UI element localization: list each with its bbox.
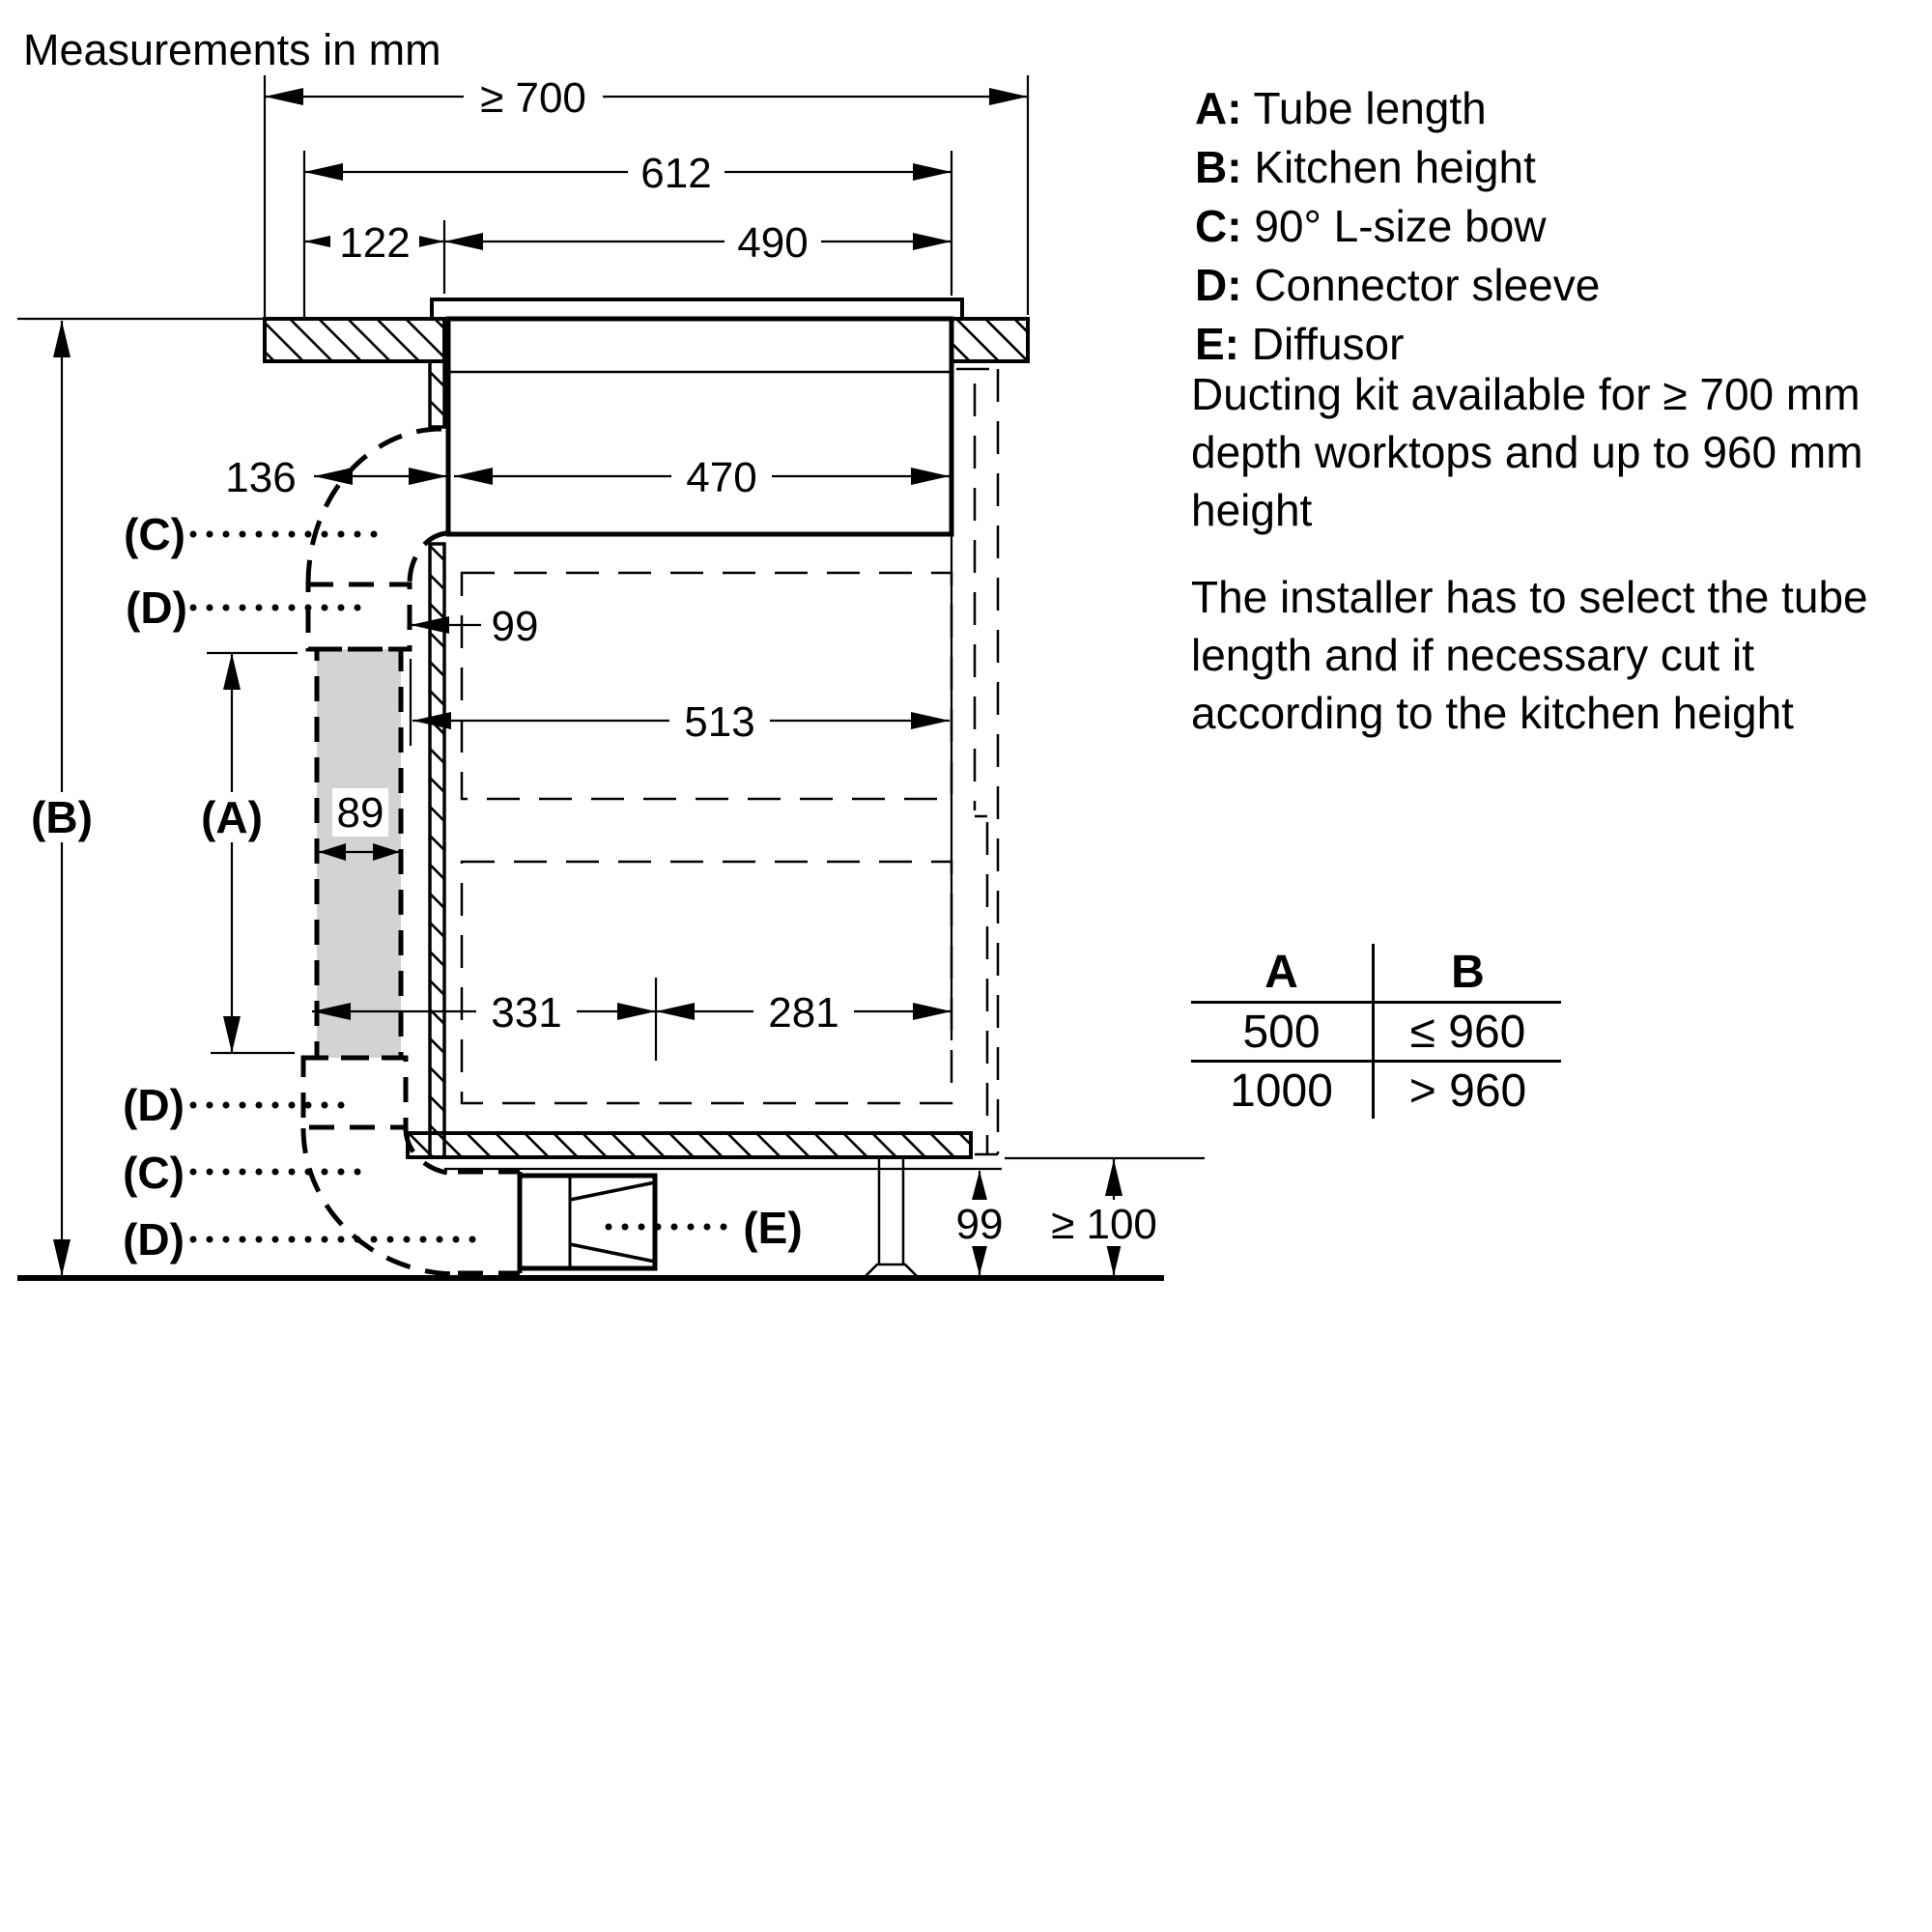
note-ducting-kit	[1191, 365, 1863, 539]
dim-sleeve-depth: 99	[491, 603, 539, 650]
legend-key-E: E:	[1195, 319, 1239, 369]
connector-sleeve-top	[308, 584, 410, 649]
dim-cutout-width: 490	[737, 219, 809, 267]
label-D-top: (D)	[126, 582, 187, 633]
dim-text-backgrounds	[15, 73, 1179, 1246]
dim-front-offset: 122	[339, 219, 411, 267]
label-B: (B)	[31, 792, 93, 842]
table-cell-b2: > 960	[1374, 1062, 1562, 1120]
legend-item-D	[1195, 256, 1600, 315]
label-D-middle: (D)	[123, 1080, 185, 1130]
legend-key-C: C:	[1195, 201, 1242, 251]
note1-line2: depth worktops and up to 960 mm	[1191, 427, 1863, 477]
cabinet-leg	[865, 1157, 918, 1277]
legend-label-C: 90° L-size bow	[1254, 201, 1547, 251]
dim-bottom-left: 331	[491, 989, 562, 1037]
note2-line3: according to the kitchen height	[1191, 688, 1794, 738]
legend-item-C	[1195, 197, 1600, 256]
dim-tube-width: 89	[336, 789, 384, 837]
dim-body-width: 470	[686, 454, 757, 501]
dimension-lines	[53, 88, 1122, 1276]
dim-depth-min: ≥ 700	[480, 74, 586, 122]
note2-line2: length and if necessary cut it	[1191, 630, 1754, 680]
dim-duct-offset: 136	[225, 454, 297, 501]
rear-duct-channel	[956, 369, 998, 1154]
tube-length-table	[1191, 944, 1561, 1119]
table-cell-b1: ≤ 960	[1374, 1003, 1562, 1062]
bow-top-outer	[308, 429, 441, 583]
table-cell-a1: 500	[1191, 1003, 1374, 1062]
label-A: (A)	[201, 792, 263, 842]
table-header-B: B	[1374, 944, 1562, 1003]
legend-label-B: Kitchen height	[1254, 142, 1536, 192]
note-installer	[1191, 568, 1868, 742]
table-header-row	[1191, 944, 1561, 1003]
note2-line1: The installer has to select the tube	[1191, 572, 1868, 622]
label-D-bottom: (D)	[123, 1214, 185, 1264]
connector-sleeve-bottom	[303, 1058, 406, 1127]
legend-item-A	[1195, 79, 1600, 138]
diffusor	[520, 1176, 655, 1268]
dim-diffusor-height: 99	[955, 1201, 1004, 1248]
label-C-top: (C)	[124, 509, 185, 559]
table-cell-a2: 1000	[1191, 1062, 1374, 1120]
page-title: Measurements in mm	[23, 25, 441, 74]
legend-key-D: D:	[1195, 260, 1242, 310]
legend-key-B: B:	[1195, 142, 1242, 192]
legend-label-E: Diffusor	[1251, 319, 1405, 369]
legend-item-B	[1195, 138, 1600, 197]
note1-line1: Ducting kit available for ≥ 700 mm	[1191, 369, 1861, 419]
table-row	[1191, 1003, 1561, 1062]
table-header-A: A	[1264, 947, 1298, 998]
legend-label-D: Connector sleeve	[1254, 260, 1601, 310]
dim-bottom-right: 281	[768, 989, 839, 1037]
dim-inner-width: 513	[684, 698, 755, 746]
dim-top-width: 612	[640, 150, 712, 197]
dim-floor-clearance: ≥ 100	[1051, 1201, 1157, 1248]
legend-key-A: A:	[1195, 83, 1242, 133]
label-E: (E)	[743, 1203, 803, 1253]
legend	[1195, 79, 1600, 374]
legend-label-A: Tube length	[1253, 83, 1487, 133]
note1-line3: height	[1191, 485, 1313, 535]
table-row	[1191, 1062, 1561, 1120]
label-C-bottom: (C)	[123, 1148, 185, 1198]
